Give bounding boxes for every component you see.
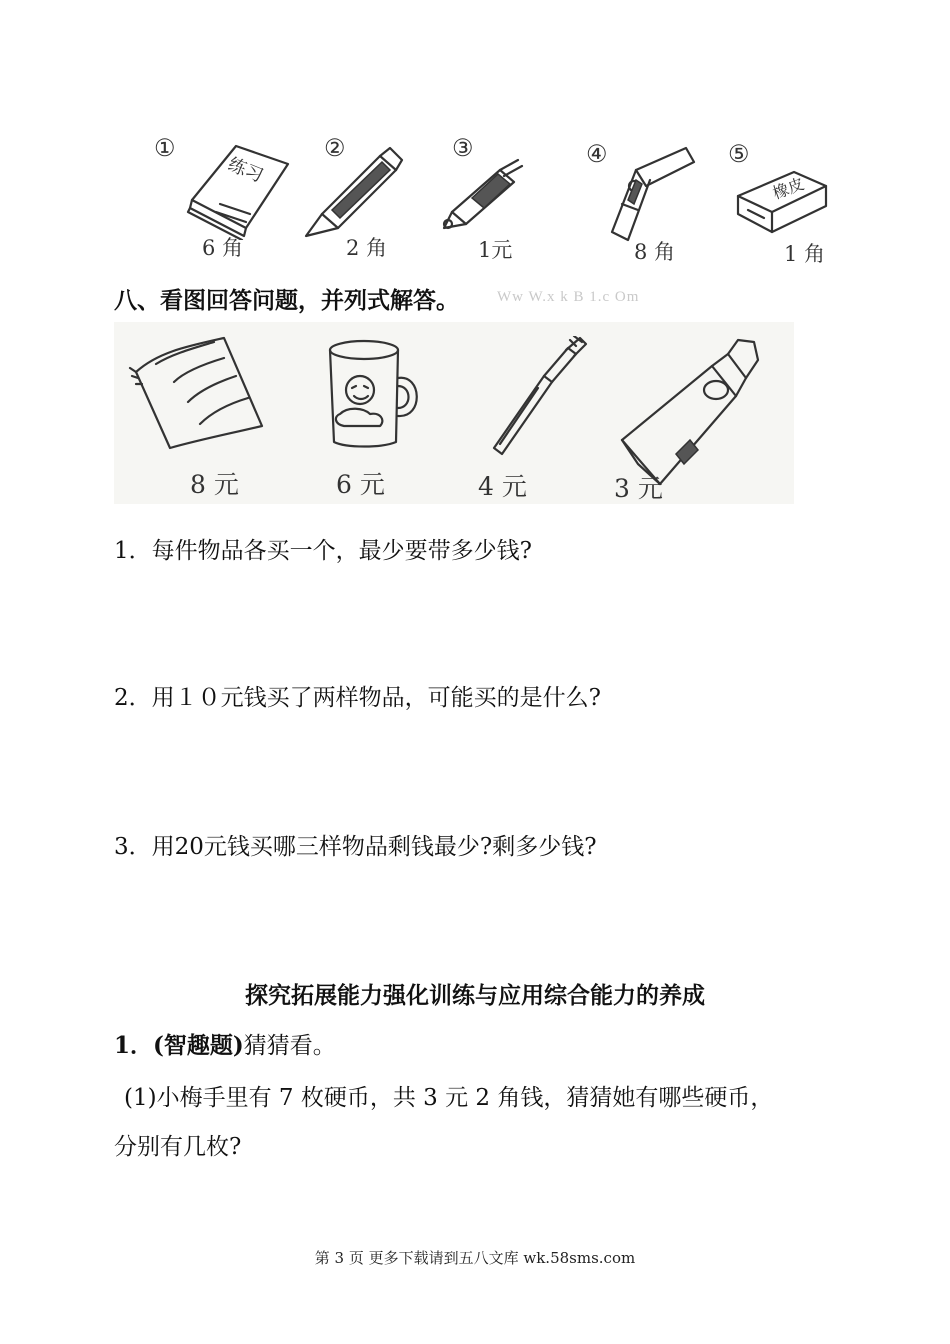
notebook-label: 练习 bbox=[224, 153, 267, 187]
toothpaste-drawing bbox=[618, 336, 768, 486]
question-3: 3．用20元钱买哪三样物品剩钱最少?剩多少钱? bbox=[114, 834, 597, 860]
item-number: ⑤ bbox=[728, 140, 750, 168]
mug-drawing bbox=[326, 338, 426, 450]
item-price: 1 角 bbox=[784, 242, 826, 266]
item-price: 8 角 bbox=[634, 240, 676, 264]
marker-drawing bbox=[302, 144, 407, 239]
explore-heading: 探究拓展能力强化训练与应用综合能力的养成 bbox=[245, 982, 705, 1009]
pen-drawing bbox=[438, 158, 528, 238]
goods-price: 6 元 bbox=[336, 470, 385, 499]
eraser-label: 橡皮 bbox=[770, 174, 807, 203]
question-2: 2．用１０元钱买了两样物品，可能买的是什么? bbox=[114, 685, 601, 711]
item-number: ② bbox=[324, 134, 346, 162]
goods-figure bbox=[114, 322, 794, 504]
watermark: Ww W.x k B 1.c Om bbox=[497, 289, 640, 305]
item-price: 6 角 bbox=[202, 236, 244, 260]
sub-question-line-1: (1)小梅手里有 7 枚硬币，共 3 元 2 角钱，猜猜她有哪些硬币， bbox=[124, 1085, 774, 1111]
goods-price: 3 元 bbox=[614, 474, 663, 503]
section-title: 八、看图回答问题，并列式解答。 bbox=[114, 287, 459, 314]
towel-drawing bbox=[128, 332, 268, 450]
toothbrush-drawing bbox=[484, 336, 588, 456]
item-price: 1元 bbox=[478, 238, 513, 262]
item-number: ① bbox=[154, 134, 176, 162]
item-price: 2 角 bbox=[346, 236, 388, 260]
stationery-figure bbox=[140, 118, 840, 268]
sub-question-line-2: 分别有几枚? bbox=[114, 1134, 242, 1160]
goods-price: 4 元 bbox=[478, 472, 527, 501]
question-1: 1．每件物品各买一个，最少要带多少钱? bbox=[114, 538, 532, 564]
question-number: 1． bbox=[114, 1032, 154, 1059]
question-tag: (智趣题) bbox=[153, 1032, 244, 1059]
question-text: 猜猜看。 bbox=[243, 1033, 336, 1059]
stapler-drawing bbox=[602, 144, 702, 244]
item-number: ④ bbox=[586, 140, 608, 168]
goods-price: 8 元 bbox=[190, 470, 239, 499]
explore-question-1 bbox=[114, 1027, 336, 1060]
item-number: ③ bbox=[452, 134, 474, 162]
page-footer: 第 3 页 更多下载请到五八文库 wk.58sms.com bbox=[314, 1249, 636, 1267]
